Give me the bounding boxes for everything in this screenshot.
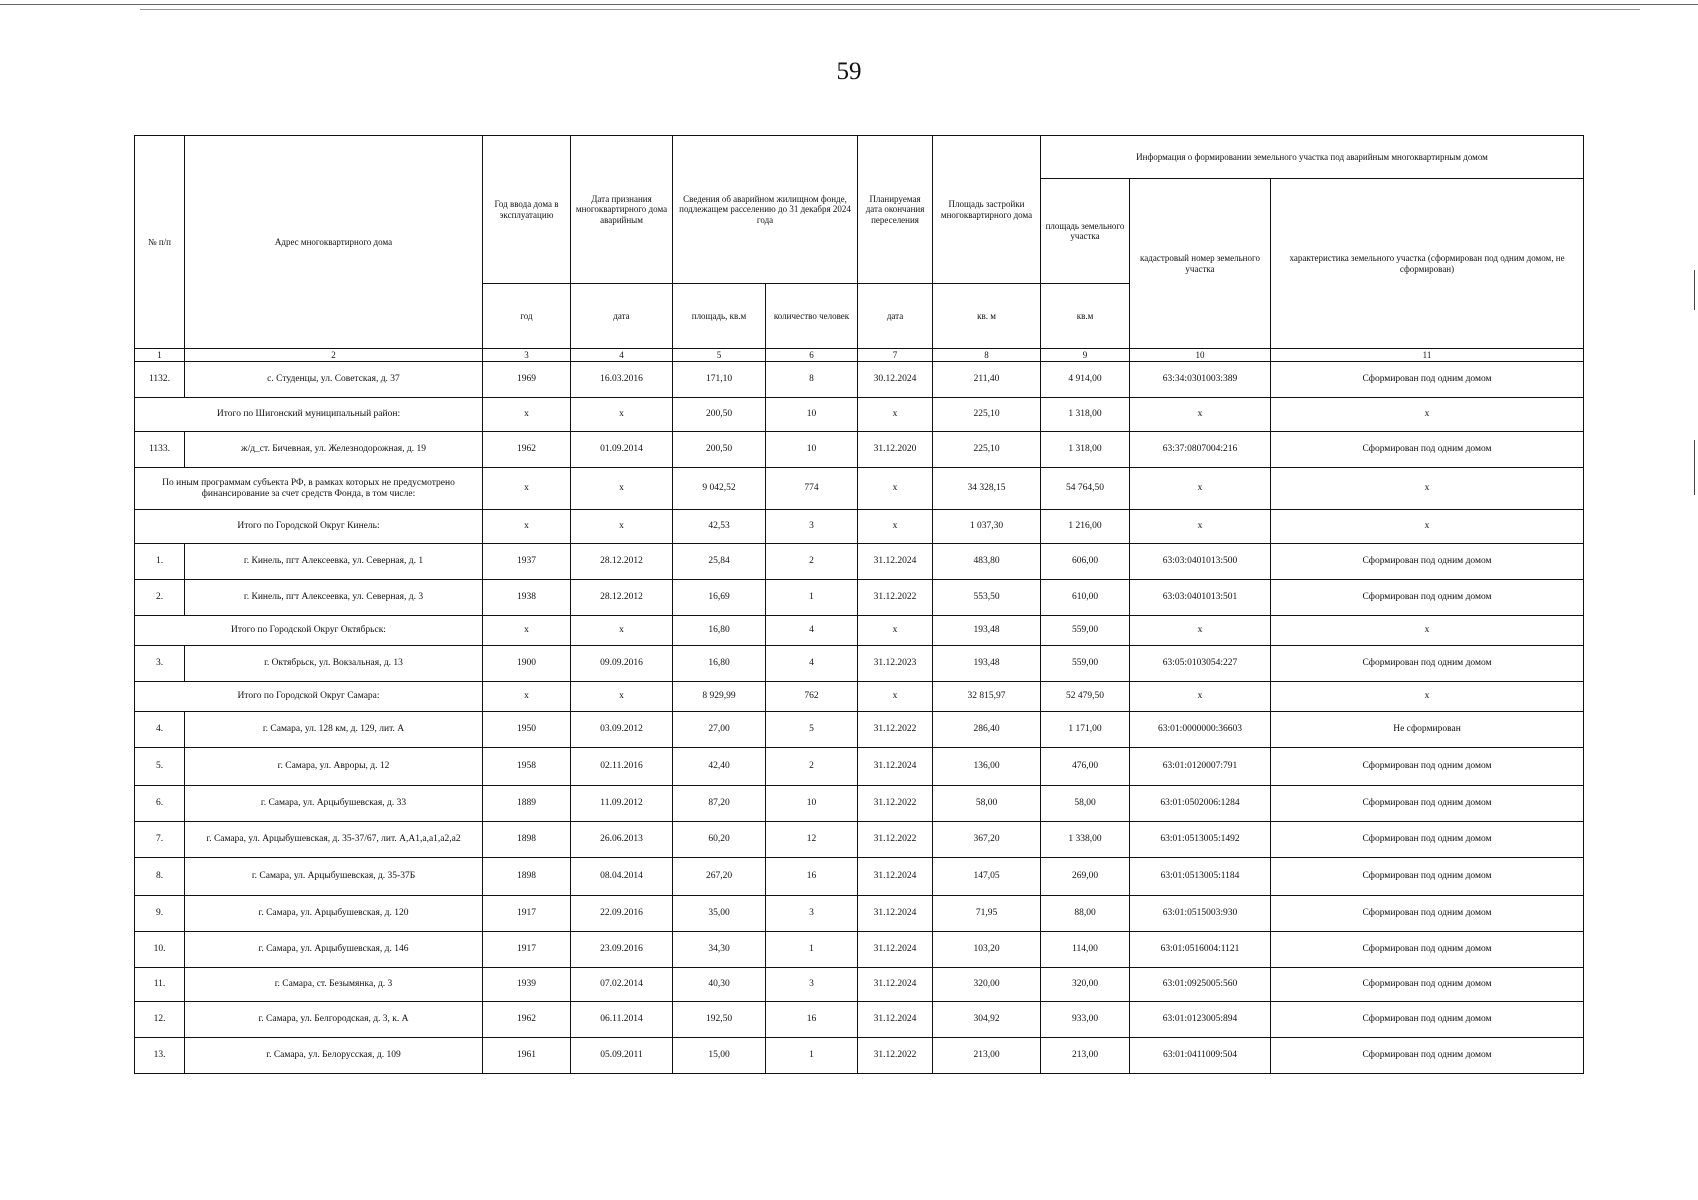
unit-sqm: кв. м (933, 284, 1041, 349)
cadastral-cell: 63:34:0301003:389 (1130, 362, 1271, 398)
people-cell: 762 (766, 682, 858, 712)
area-cell: 16,80 (673, 616, 766, 646)
row-number: 10. (135, 932, 185, 968)
planned-date-cell: 31.12.2024 (858, 1002, 933, 1038)
address-cell: г. Самара, ст. Безымянка, д. 3 (185, 968, 483, 1002)
people-cell: 5 (766, 712, 858, 748)
building-area-cell: 225,10 (933, 398, 1041, 432)
land-area-cell: 269,00 (1041, 858, 1130, 896)
year-cell: 1898 (483, 858, 571, 896)
summary-label: Итого по Городской Округ Самара: (135, 682, 483, 712)
column-number: 8 (933, 349, 1041, 362)
address-cell: г. Самара, ул. Арцыбушевская, д. 33 (185, 786, 483, 822)
characteristic-cell: Сформирован под одним домом (1271, 932, 1584, 968)
characteristic-cell: x (1271, 682, 1584, 712)
area-cell: 267,20 (673, 858, 766, 896)
header-building-area: Площадь застройки многоквартирного дома (933, 136, 1041, 284)
land-area-cell: 52 479,50 (1041, 682, 1130, 712)
column-number: 7 (858, 349, 933, 362)
address-cell: г. Самара, ул. Арцыбушевская, д. 120 (185, 896, 483, 932)
table-row (135, 712, 1584, 748)
row-number: 1133. (135, 432, 185, 468)
unit-people: количество человек (766, 284, 858, 349)
characteristic-cell: Сформирован под одним домом (1271, 646, 1584, 682)
table-row (135, 858, 1584, 896)
area-cell: 40,30 (673, 968, 766, 1002)
summary-row (135, 682, 1584, 712)
column-number: 9 (1041, 349, 1130, 362)
summary-label: Итого по Городской Округ Октябрьск: (135, 616, 483, 646)
people-cell: 4 (766, 646, 858, 682)
area-cell: 42,40 (673, 748, 766, 786)
characteristic-cell: Сформирован под одним домом (1271, 1002, 1584, 1038)
land-area-cell: 476,00 (1041, 748, 1130, 786)
building-area-cell: 320,00 (933, 968, 1041, 1002)
planned-date-cell: 31.12.2022 (858, 1038, 933, 1074)
cadastral-cell: 63:03:0401013:501 (1130, 580, 1271, 616)
header-cadastral: кадастровый номер земельного участка (1130, 179, 1271, 349)
row-number: 11. (135, 968, 185, 1002)
date-cell: x (571, 682, 673, 712)
header-land-area: площадь земельного участка (1041, 179, 1130, 284)
planned-date-cell: x (858, 398, 933, 432)
area-cell: 192,50 (673, 1002, 766, 1038)
land-area-cell: 320,00 (1041, 968, 1130, 1002)
people-cell: 774 (766, 468, 858, 510)
people-cell: 16 (766, 1002, 858, 1038)
land-area-cell: 559,00 (1041, 616, 1130, 646)
date-cell: 05.09.2011 (571, 1038, 673, 1074)
column-number: 1 (135, 349, 185, 362)
characteristic-cell: Сформирован под одним домом (1271, 544, 1584, 580)
planned-date-cell: 31.12.2024 (858, 544, 933, 580)
address-cell: г. Самара, ул. Арцыбушевская, д. 35-37Б (185, 858, 483, 896)
people-cell: 3 (766, 968, 858, 1002)
summary-label: Итого по Шигонский муниципальный район: (135, 398, 483, 432)
planned-date-cell: x (858, 510, 933, 544)
scan-edge-mark (1694, 270, 1695, 310)
summary-label: Итого по Городской Округ Кинель: (135, 510, 483, 544)
table-row (135, 1038, 1584, 1074)
date-cell: 11.09.2012 (571, 786, 673, 822)
planned-date-cell: 31.12.2022 (858, 712, 933, 748)
address-cell: г. Октябрьск, ул. Вокзальная, д. 13 (185, 646, 483, 682)
area-cell: 27,00 (673, 712, 766, 748)
building-area-cell: 211,40 (933, 362, 1041, 398)
land-area-cell: 54 764,50 (1041, 468, 1130, 510)
date-cell: 16.03.2016 (571, 362, 673, 398)
row-number: 5. (135, 748, 185, 786)
date-cell: 26.06.2013 (571, 822, 673, 858)
row-number: 1. (135, 544, 185, 580)
land-area-cell: 559,00 (1041, 646, 1130, 682)
characteristic-cell: Сформирован под одним домом (1271, 858, 1584, 896)
land-area-cell: 606,00 (1041, 544, 1130, 580)
planned-date-cell: x (858, 682, 933, 712)
column-numbers-row (135, 349, 1584, 362)
land-area-cell: 1 171,00 (1041, 712, 1130, 748)
row-number: 1132. (135, 362, 185, 398)
area-cell: 42,53 (673, 510, 766, 544)
characteristic-cell: Сформирован под одним домом (1271, 432, 1584, 468)
area-cell: 16,80 (673, 646, 766, 682)
address-cell: г. Самара, ул. Арцыбушевская, д. 146 (185, 932, 483, 968)
table-row (135, 968, 1584, 1002)
people-cell: 1 (766, 932, 858, 968)
characteristic-cell: Не сформирован (1271, 712, 1584, 748)
characteristic-cell: Сформирован под одним домом (1271, 362, 1584, 398)
people-cell: 10 (766, 432, 858, 468)
people-cell: 1 (766, 1038, 858, 1074)
cadastral-cell: 63:03:0401013:500 (1130, 544, 1271, 580)
summary-row (135, 468, 1584, 510)
building-area-cell: 286,40 (933, 712, 1041, 748)
characteristic-cell: x (1271, 616, 1584, 646)
cadastral-cell: 63:01:0123005:894 (1130, 1002, 1271, 1038)
column-number: 2 (185, 349, 483, 362)
building-area-cell: 103,20 (933, 932, 1041, 968)
land-area-cell: 88,00 (1041, 896, 1130, 932)
people-cell: 3 (766, 896, 858, 932)
table-row (135, 646, 1584, 682)
building-area-cell: 193,48 (933, 616, 1041, 646)
year-cell: 1939 (483, 968, 571, 1002)
year-cell: 1969 (483, 362, 571, 398)
resettlement-table (134, 135, 1584, 1074)
address-cell: г. Самара, ул. 128 км, д. 129, лит. А (185, 712, 483, 748)
planned-date-cell: 31.12.2022 (858, 580, 933, 616)
unit-date: дата (571, 284, 673, 349)
date-cell: x (571, 398, 673, 432)
people-cell: 12 (766, 822, 858, 858)
land-area-cell: 1 216,00 (1041, 510, 1130, 544)
planned-date-cell: 31.12.2024 (858, 932, 933, 968)
date-cell: 01.09.2014 (571, 432, 673, 468)
header-land-characteristic: характеристика земельного участка (сформирован под одним домом, не сформирован) (1271, 179, 1584, 349)
area-cell: 200,50 (673, 398, 766, 432)
date-cell: x (571, 510, 673, 544)
year-cell: 1889 (483, 786, 571, 822)
cadastral-cell: 63:01:0411009:504 (1130, 1038, 1271, 1074)
scan-top-line-2 (140, 9, 1640, 10)
people-cell: 16 (766, 858, 858, 896)
year-cell: 1917 (483, 896, 571, 932)
land-area-cell: 1 338,00 (1041, 822, 1130, 858)
building-area-cell: 71,95 (933, 896, 1041, 932)
header-land-info: Информация о формировании земельного участка под аварийным многоквартирным домом (1041, 136, 1584, 179)
land-area-cell: 114,00 (1041, 932, 1130, 968)
land-area-cell: 1 318,00 (1041, 398, 1130, 432)
planned-date-cell: x (858, 468, 933, 510)
summary-label: По иным программам субъекта РФ, в рамках которых не предусмотрено финансирование за счет средств Фонда, в том числе: (135, 468, 483, 510)
characteristic-cell: Сформирован под одним домом (1271, 822, 1584, 858)
planned-date-cell: 31.12.2022 (858, 786, 933, 822)
year-cell: 1937 (483, 544, 571, 580)
cadastral-cell: x (1130, 510, 1271, 544)
building-area-cell: 304,92 (933, 1002, 1041, 1038)
unit-year: год (483, 284, 571, 349)
year-cell: 1961 (483, 1038, 571, 1074)
summary-row (135, 398, 1584, 432)
table-row (135, 580, 1584, 616)
row-number: 9. (135, 896, 185, 932)
column-number: 5 (673, 349, 766, 362)
area-cell: 87,20 (673, 786, 766, 822)
planned-date-cell: 31.12.2023 (858, 646, 933, 682)
year-cell: 1898 (483, 822, 571, 858)
year-cell: 1917 (483, 932, 571, 968)
building-area-cell: 553,50 (933, 580, 1041, 616)
area-cell: 60,20 (673, 822, 766, 858)
planned-date-cell: 30.12.2024 (858, 362, 933, 398)
area-cell: 15,00 (673, 1038, 766, 1074)
year-cell: x (483, 616, 571, 646)
year-cell: 1958 (483, 748, 571, 786)
table-row (135, 544, 1584, 580)
planned-date-cell: 31.12.2024 (858, 968, 933, 1002)
date-cell: 22.09.2016 (571, 896, 673, 932)
row-number: 7. (135, 822, 185, 858)
header-date-recognized: Дата признания многоквартирного дома аварийным (571, 136, 673, 284)
year-cell: 1938 (483, 580, 571, 616)
land-area-cell: 213,00 (1041, 1038, 1130, 1074)
planned-date-cell: 31.12.2024 (858, 748, 933, 786)
land-area-cell: 4 914,00 (1041, 362, 1130, 398)
table-row (135, 362, 1584, 398)
unit-area: площадь, кв.м (673, 284, 766, 349)
header-info-housing: Сведения об аварийном жилищном фонде, подлежащем расселению до 31 декабря 2024 года (673, 136, 858, 284)
people-cell: 1 (766, 580, 858, 616)
date-cell: 06.11.2014 (571, 1002, 673, 1038)
table-row (135, 932, 1584, 968)
column-number: 11 (1271, 349, 1584, 362)
date-cell: 07.02.2014 (571, 968, 673, 1002)
cadastral-cell: 63:01:0000000:36603 (1130, 712, 1271, 748)
planned-date-cell: x (858, 616, 933, 646)
date-cell: 02.11.2016 (571, 748, 673, 786)
date-cell: 03.09.2012 (571, 712, 673, 748)
land-area-cell: 58,00 (1041, 786, 1130, 822)
date-cell: 08.04.2014 (571, 858, 673, 896)
date-cell: x (571, 616, 673, 646)
column-number: 4 (571, 349, 673, 362)
table-row (135, 786, 1584, 822)
table-row (135, 748, 1584, 786)
header-address: Адрес многоквартирного дома (185, 136, 483, 349)
address-cell: г. Самара, ул. Авроры, д. 12 (185, 748, 483, 786)
area-cell: 171,10 (673, 362, 766, 398)
cadastral-cell: x (1130, 616, 1271, 646)
cadastral-cell: 63:01:0515003:930 (1130, 896, 1271, 932)
characteristic-cell: Сформирован под одним домом (1271, 1038, 1584, 1074)
building-area-cell: 483,80 (933, 544, 1041, 580)
column-number: 6 (766, 349, 858, 362)
cadastral-cell: 63:01:0502006:1284 (1130, 786, 1271, 822)
area-cell: 16,69 (673, 580, 766, 616)
date-cell: 28.12.2012 (571, 580, 673, 616)
building-area-cell: 213,00 (933, 1038, 1041, 1074)
cadastral-cell: 63:01:0513005:1492 (1130, 822, 1271, 858)
cadastral-cell: 63:01:0120007:791 (1130, 748, 1271, 786)
people-cell: 8 (766, 362, 858, 398)
date-cell: 09.09.2016 (571, 646, 673, 682)
address-cell: г. Самара, ул. Арцыбушевская, д. 35-37/67, лит. А,А1,а,а1,а2,а2 (185, 822, 483, 858)
land-area-cell: 933,00 (1041, 1002, 1130, 1038)
characteristic-cell: x (1271, 510, 1584, 544)
row-number: 6. (135, 786, 185, 822)
building-area-cell: 193,48 (933, 646, 1041, 682)
year-cell: x (483, 398, 571, 432)
characteristic-cell: x (1271, 398, 1584, 432)
unit-sqm2: кв.м (1041, 284, 1130, 349)
unit-date2: дата (858, 284, 933, 349)
characteristic-cell: x (1271, 468, 1584, 510)
table-row (135, 1002, 1584, 1038)
address-cell: с. Студенцы, ул. Советская, д. 37 (185, 362, 483, 398)
land-area-cell: 1 318,00 (1041, 432, 1130, 468)
characteristic-cell: Сформирован под одним домом (1271, 968, 1584, 1002)
area-cell: 34,30 (673, 932, 766, 968)
building-area-cell: 147,05 (933, 858, 1041, 896)
row-number: 13. (135, 1038, 185, 1074)
building-area-cell: 1 037,30 (933, 510, 1041, 544)
table-body (135, 362, 1584, 1074)
row-number: 4. (135, 712, 185, 748)
cadastral-cell: x (1130, 468, 1271, 510)
people-cell: 2 (766, 748, 858, 786)
table-row (135, 896, 1584, 932)
area-cell: 9 042,52 (673, 468, 766, 510)
planned-date-cell: 31.12.2020 (858, 432, 933, 468)
row-number: 8. (135, 858, 185, 896)
table-row (135, 822, 1584, 858)
building-area-cell: 367,20 (933, 822, 1041, 858)
characteristic-cell: Сформирован под одним домом (1271, 786, 1584, 822)
cadastral-cell: 63:37:0807004:216 (1130, 432, 1271, 468)
row-number: 3. (135, 646, 185, 682)
year-cell: 1962 (483, 1002, 571, 1038)
building-area-cell: 58,00 (933, 786, 1041, 822)
characteristic-cell: Сформирован под одним домом (1271, 896, 1584, 932)
planned-date-cell: 31.12.2024 (858, 896, 933, 932)
year-cell: 1900 (483, 646, 571, 682)
people-cell: 3 (766, 510, 858, 544)
date-cell: x (571, 468, 673, 510)
area-cell: 8 929,99 (673, 682, 766, 712)
year-cell: 1962 (483, 432, 571, 468)
table-row (135, 432, 1584, 468)
building-area-cell: 34 328,15 (933, 468, 1041, 510)
cadastral-cell: x (1130, 398, 1271, 432)
summary-row (135, 510, 1584, 544)
characteristic-cell: Сформирован под одним домом (1271, 748, 1584, 786)
year-cell: 1950 (483, 712, 571, 748)
address-cell: г. Кинель, пгт Алексеевка, ул. Северная, д. 1 (185, 544, 483, 580)
scan-edge-mark (1694, 440, 1695, 495)
summary-row (135, 616, 1584, 646)
area-cell: 35,00 (673, 896, 766, 932)
row-number: 12. (135, 1002, 185, 1038)
header-planned-date: Планируемая дата окончания переселения (858, 136, 933, 284)
date-cell: 28.12.2012 (571, 544, 673, 580)
characteristic-cell: Сформирован под одним домом (1271, 580, 1584, 616)
people-cell: 10 (766, 398, 858, 432)
date-cell: 23.09.2016 (571, 932, 673, 968)
cadastral-cell: 63:05:0103054:227 (1130, 646, 1271, 682)
building-area-cell: 32 815,97 (933, 682, 1041, 712)
people-cell: 10 (766, 786, 858, 822)
planned-date-cell: 31.12.2022 (858, 822, 933, 858)
header-year: Год ввода дома в эксплуатацию (483, 136, 571, 284)
row-number: 2. (135, 580, 185, 616)
building-area-cell: 225,10 (933, 432, 1041, 468)
cadastral-cell: x (1130, 682, 1271, 712)
address-cell: ж/д_ст. Бичевная, ул. Железнодорожная, д. 19 (185, 432, 483, 468)
building-area-cell: 136,00 (933, 748, 1041, 786)
scan-top-line (0, 4, 1698, 5)
page-number: 59 (836, 58, 862, 85)
address-cell: г. Кинель, пгт Алексеевка, ул. Северная, д. 3 (185, 580, 483, 616)
cadastral-cell: 63:01:0513005:1184 (1130, 858, 1271, 896)
column-number: 3 (483, 349, 571, 362)
cadastral-cell: 63:01:0925005:560 (1130, 968, 1271, 1002)
cadastral-cell: 63:01:0516004:1121 (1130, 932, 1271, 968)
year-cell: x (483, 682, 571, 712)
year-cell: x (483, 468, 571, 510)
area-cell: 200,50 (673, 432, 766, 468)
column-number: 10 (1130, 349, 1271, 362)
land-area-cell: 610,00 (1041, 580, 1130, 616)
people-cell: 4 (766, 616, 858, 646)
address-cell: г. Самара, ул. Белгородская, д. 3, к. А (185, 1002, 483, 1038)
people-cell: 2 (766, 544, 858, 580)
planned-date-cell: 31.12.2024 (858, 858, 933, 896)
header-num: № п/п (135, 136, 185, 349)
area-cell: 25,84 (673, 544, 766, 580)
year-cell: x (483, 510, 571, 544)
address-cell: г. Самара, ул. Белорусская, д. 109 (185, 1038, 483, 1074)
